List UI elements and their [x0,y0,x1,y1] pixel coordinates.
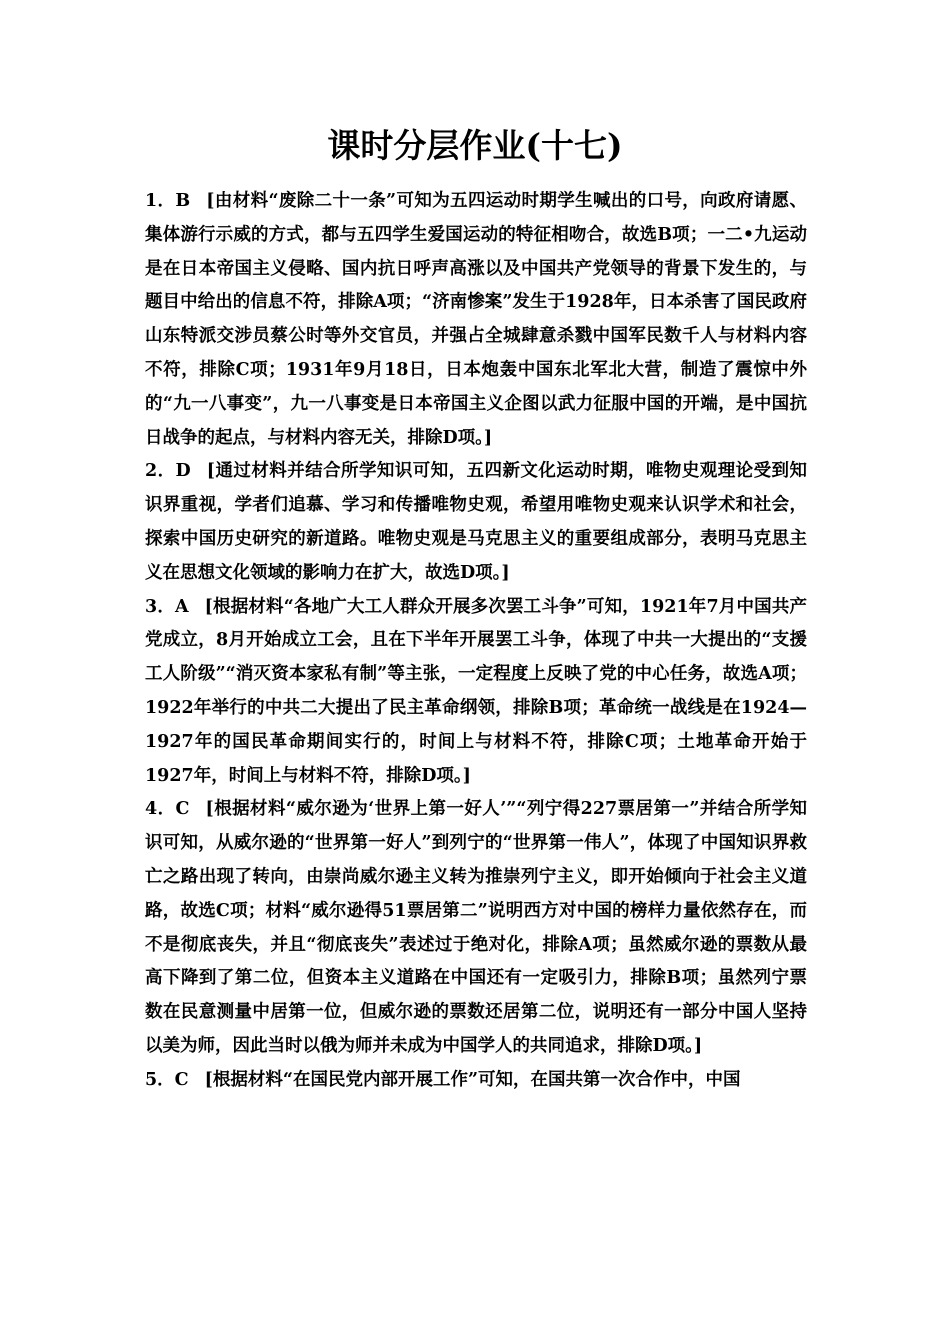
answer-text: [通过材料并结合所学知识可知，五四新文化运动时期，唯物史观理论受到知识界重视，学者们追慕、学习和传播唯物史观，希望用唯物史观来认识学术和社会，探索中国历史研究的新道路。唯物史观是马克思主义的重要组成部分，表明马克思主义在思想文化领域的影响力在扩大，故选D项。] [145,461,807,583]
answer-text: [根据材料“威尔逊为‘世界上第一好人’”“列宁得227票居第一”并结合所学知识可知，从威尔逊的“世界第一好人”到列宁的“世界第一伟人”，体现了中国知识界救亡之路出现了转向，由崇尚威尔逊主义转为推崇列宁主义，即开始倾向于社会主义道路，故选C项；材料“威尔逊得51票居第二”说明西方对中国的榜样力量依然存在，而不是彻底丧失，并且“彻底丧失”表述过于绝对化，排除A项；虽然威尔逊的票数从最高下降到了第二位，但资本主义道路在中国还有一定吸引力，排除B项；虽然列宁票数在民意测量中居第一位，但威尔逊的票数还居第二位，说明还有一部分中国人坚持以美为师，因此当时以俄为师并未成为中国学人的共同追求，排除D项。] [145,799,808,1056]
answer-text: [根据材料“各地广大工人群众开展多次罢工斗争”可知，1921年7月中国共产党成立，8月开始成立工会，且在下半年开展罢工斗争，体现了中共一大提出的“支援工人阶级”“消灭资本家私有制”等主张，一定程度上反映了党的中心任务，故选A项；1922年举行的中共二大提出了民主革命纲领，排除B项；革命统一战线是在1924—1927年的国民革命期间实行的，时间上与材料不符，排除C项；土地革命开始于1927年，时间上与材料不符，排除D项。] [145,596,807,786]
answer-list [145,185,807,1098]
answer-item-1 [145,185,807,455]
answer-label: 1．B [145,191,191,211]
answer-text: [根据材料“在国民党内部开展工作”可知，在国共第一次合作中，中国 [204,1069,741,1090]
answer-label: 2．D [145,461,191,482]
answer-item-5 [145,1064,807,1098]
answer-text: [由材料“废除二十一条”可知为五四运动时期学生喊出的口号，向政府请愿、集体游行示威的方式，都与五四学生爱国运动的特征相吻合，故选B项；一二•九运动是在日本帝国主义侵略、国内抗日呼声高涨以及中国共产党领导的背景下发生的，与题目中给出的信息不符，排除A项；“济南惨案”发生于1928年，日本杀害了国民政府山东特派交涉员蔡公时等外交官员，并强占全城肆意杀戮中国军民数千人与材料内容不符，排除C项；1931年9月18日，日本炮轰中国东北军北大营，制造了震惊中外的“九一八事变”，九一八事变是日本帝国主义企图以武力征服中国的开端，是中国抗日战争的起点，与材料内容无关，排除D项。] [145,191,807,448]
answer-label: 3．A [145,596,189,617]
answer-item-3 [145,591,807,794]
answer-label: 5．C [145,1069,189,1090]
answer-label: 4．C [145,799,190,820]
page-title: 课时分层作业(十七) [327,126,623,165]
answer-item-4 [145,793,807,1063]
answer-item-2 [145,455,807,590]
